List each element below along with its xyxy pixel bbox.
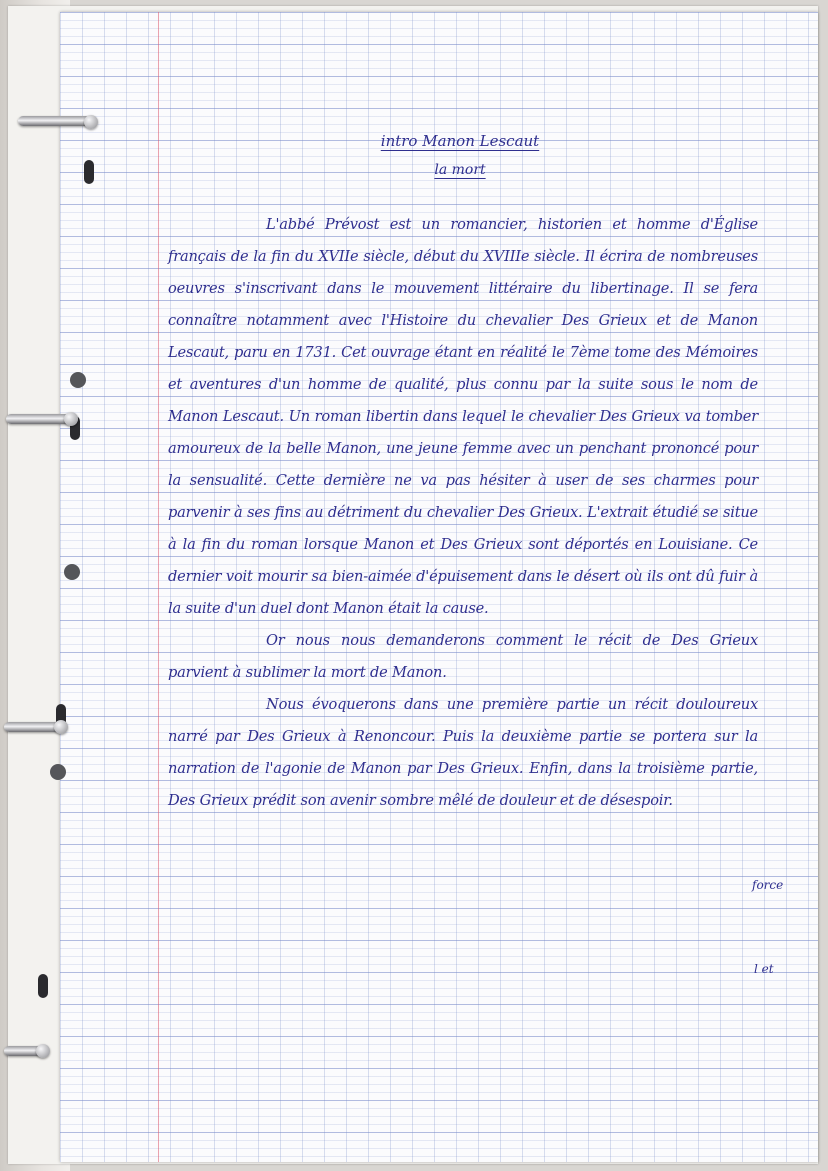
- paragraph-problem: Or nous nous demanderons comment le récit de Des Grieux parvient à sublimer la mort de Manon.: [168, 632, 758, 681]
- punch-hole-round: [70, 372, 86, 388]
- page-title: intro Manon Lescaut: [380, 132, 540, 150]
- notebook-page: [60, 12, 818, 1162]
- margin-line: [158, 12, 159, 1162]
- punch-hole-round: [64, 564, 80, 580]
- punch-hole: [38, 974, 48, 998]
- paragraph-plan: Nous évoquerons dans une première partie un récit douloureux narré par Des Grieux à Renoncour. Puis la deuxième partie se portera sur la narration de l'agonie de Manon par Des Grieux. Enfin, dans la troisième partie, Des Grieux prédit son avenir sombre mêlé de douleur et de désespoir.: [168, 696, 758, 809]
- binder-ring-knob: [64, 412, 78, 426]
- binder-ring-knob: [84, 115, 98, 129]
- side-note: force: [752, 878, 784, 892]
- punch-hole: [84, 160, 94, 184]
- binder-ring-knob: [36, 1044, 50, 1058]
- paragraph-intro: L'abbé Prévost est un romancier, historien et homme d'Église français de la fin du XVIIe siècle, début du XVIIIe siècle. Il écrira de nombreuses oeuvres s'inscrivant dans le mouvement littéraire du libertinage. Il se fera connaître notamment avec l'Histoire du chevalier Des Grieux et de Manon Lescaut, paru en 1731. Cet ouvrage étant en réalité le 7ème tome des Mémoires et aventures d'un homme de qualité, plus connu par la suite sous le nom de Manon Lescaut. Un roman libertin dans lequel le chevalier Des Grieux va tomber amoureux de la belle Manon, une jeune femme avec un penchant prononcé pour la sensualité. Cette dernière ne va pas hésiter à user de ses charmes pour parvenir à ses fins au détriment du chevalier Des Grieux. L'extrait étudié se situe à la fin du roman lorsque Manon et Des Grieux sont déportés en Louisiane. Ce dernier voit mourir sa bien-aimée d'épuisement dans le désert où ils ont dû fuir à la suite d'un duel dont Manon était la cause.: [168, 216, 758, 617]
- handwritten-text: [168, 209, 758, 817]
- binder-ring-knob: [54, 720, 68, 734]
- punch-hole-round: [50, 764, 66, 780]
- side-note: l et: [754, 962, 774, 976]
- page-subtitle: la mort: [434, 162, 486, 178]
